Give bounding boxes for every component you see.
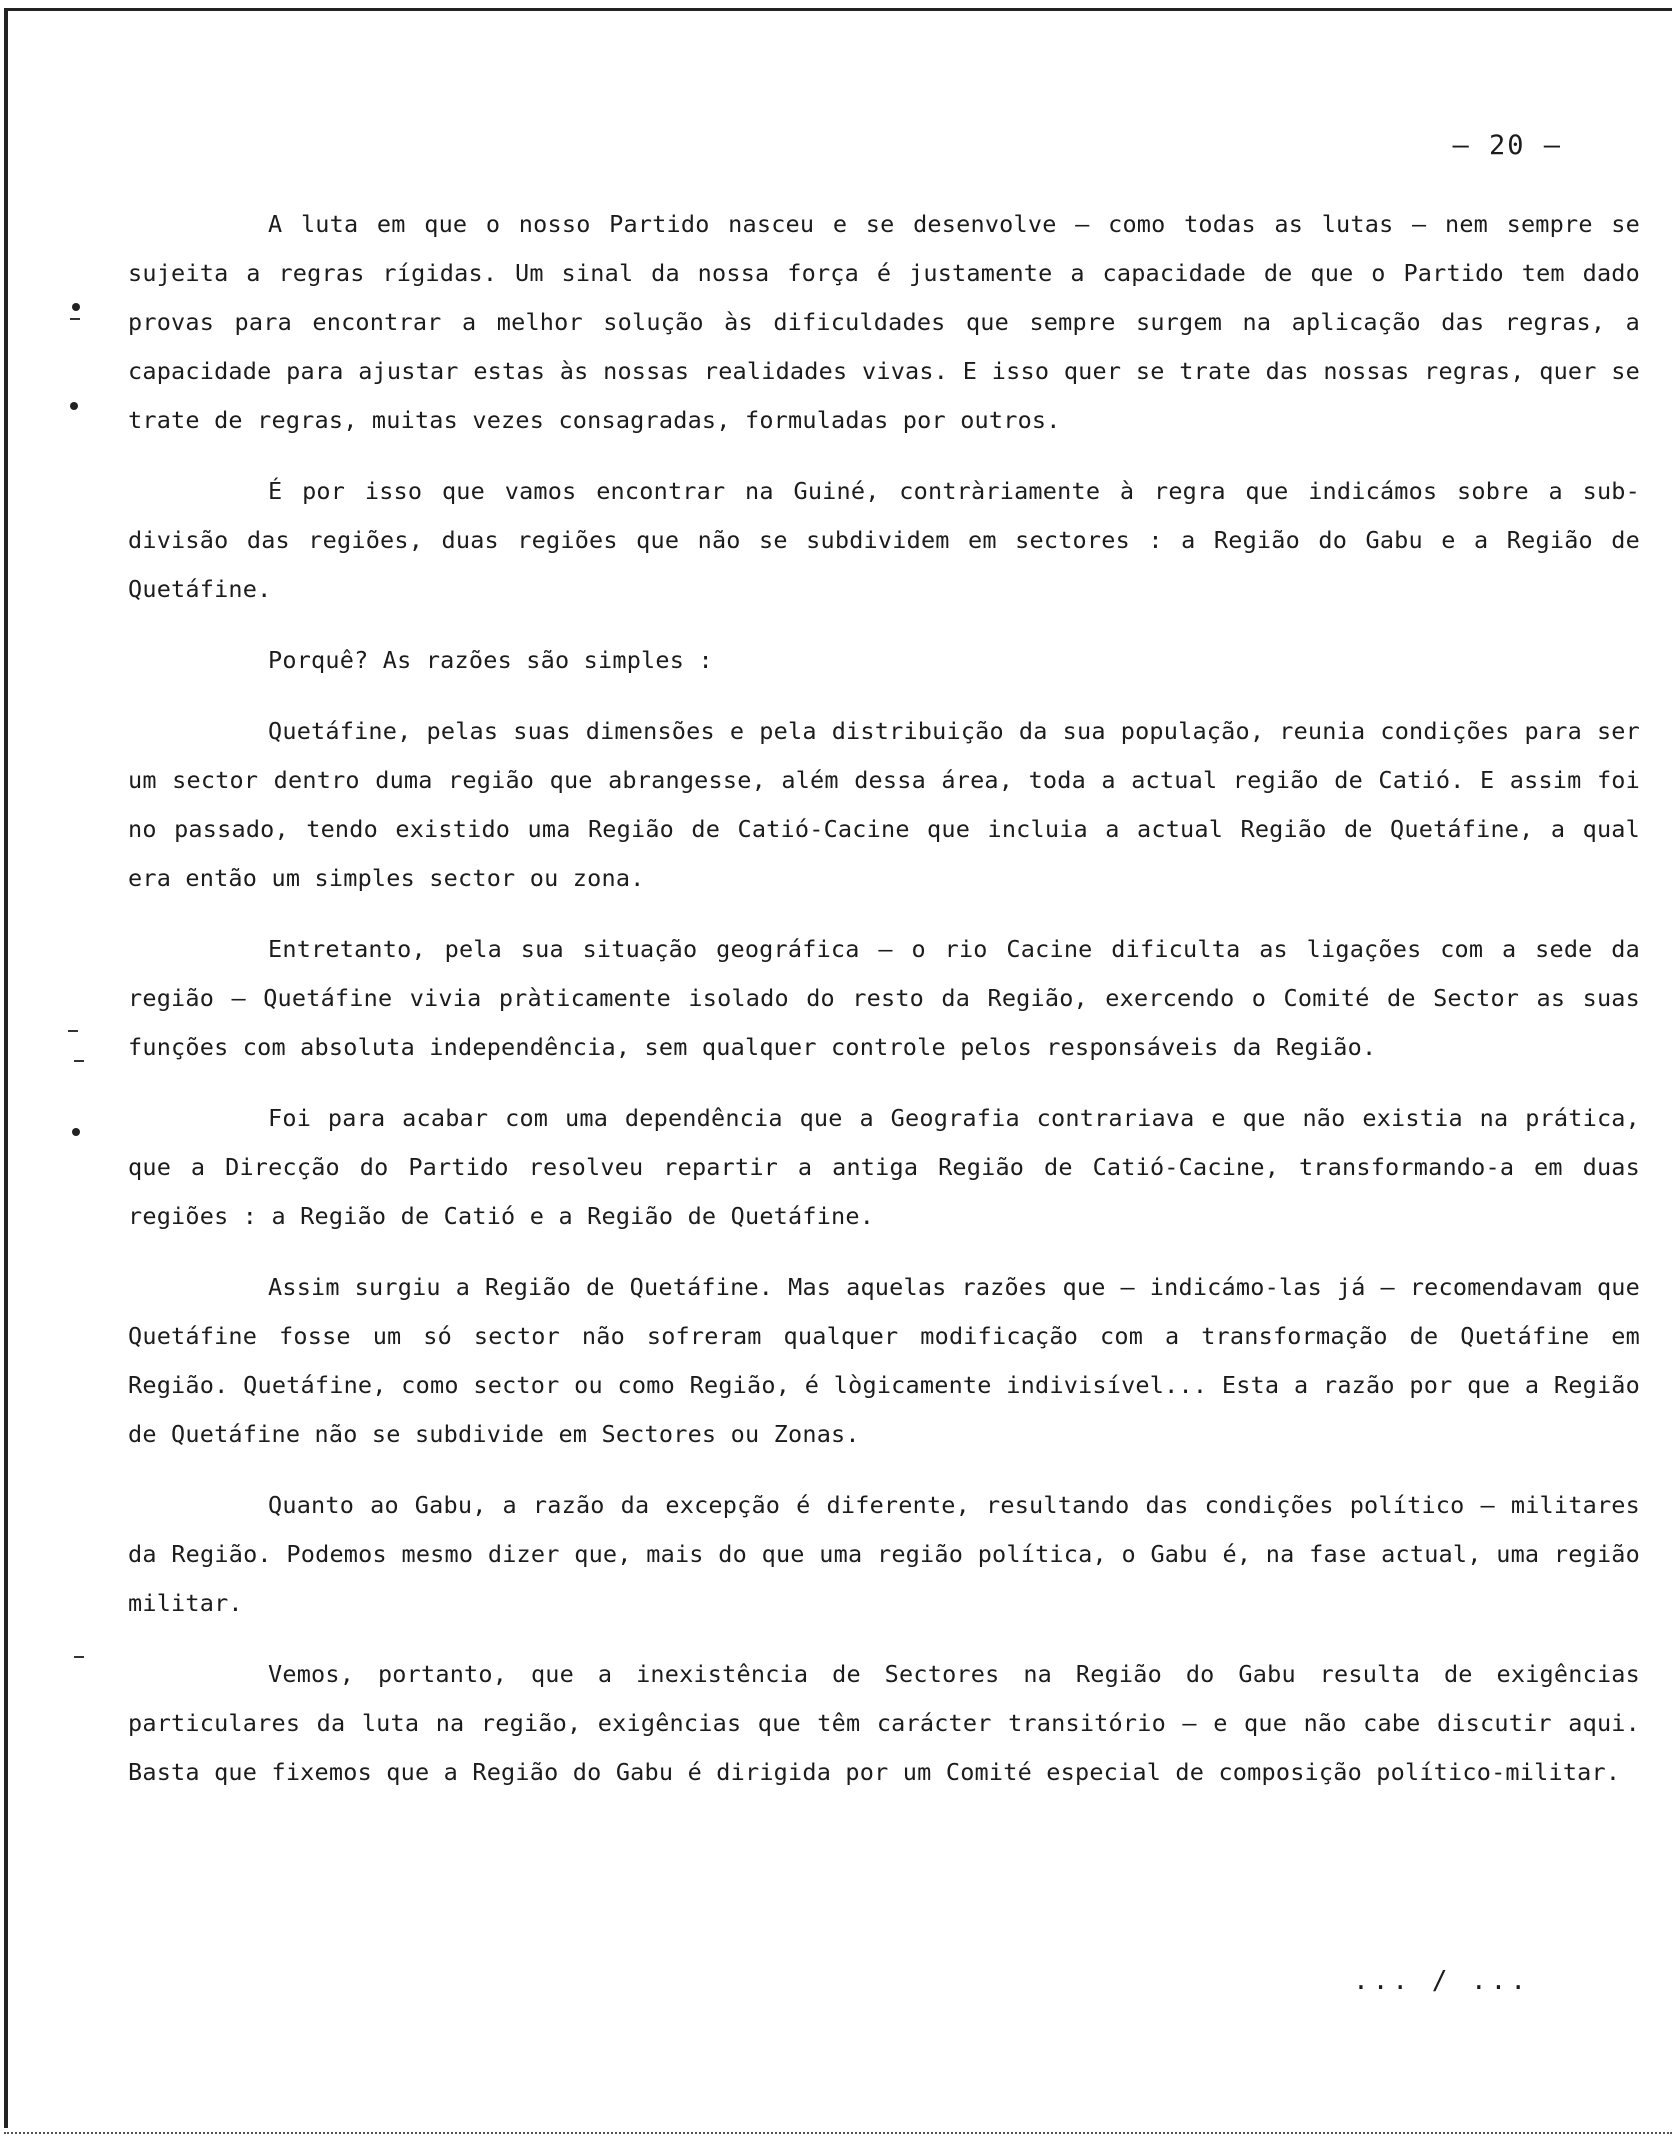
paragraph: Quetáfine, pelas suas dimensões e pela distribuição da sua população, reunia condições para ser um sector dentro duma região que abrangesse, além dessa área, toda a actual região de Catió. E assim foi no passado, tendo existido uma Região de Catió-Cacine que incluia a actual Região de Quetáfine, a qual era então um simples sector ou zona. bbox=[128, 717, 1640, 892]
margin-mark bbox=[70, 402, 78, 410]
page-number: – 20 – bbox=[1452, 130, 1562, 161]
margin-mark bbox=[72, 303, 80, 311]
page-border-bottom bbox=[4, 2132, 1672, 2134]
margin-mark bbox=[74, 1656, 84, 1658]
margin-mark bbox=[74, 1060, 84, 1062]
paragraph: Quanto ao Gabu, a razão da excepção é diferente, resultando das condições político – militares da Região. Podemos mesmo dizer que, mais do que uma região política, o Gabu é, na fase actual, uma região militar. bbox=[128, 1491, 1640, 1617]
page-border-top bbox=[4, 8, 1672, 11]
body-text bbox=[128, 200, 1640, 1819]
paragraph: Entretanto, pela sua situação geográfica – o rio Cacine dificulta as ligações com a sede da região – Quetáfine vivia pràticamente isolado do resto da Região, exercendo o Comité de Sector as suas funções com absoluta independência, sem qualquer controle pelos responsáveis da Região. bbox=[128, 935, 1640, 1061]
continuation-mark: ... / ... bbox=[1353, 1966, 1530, 1996]
margin-mark bbox=[72, 1128, 80, 1136]
margin-mark bbox=[68, 1030, 78, 1032]
paragraph: Foi para acabar com uma dependência que a Geografia contrariava e que não existia na prática, que a Direcção do Partido resolveu repartir a antiga Região de Catió-Cacine, transformando-a em duas regiões : a Região de Catió e a Região de Quetáfine. bbox=[128, 1104, 1640, 1230]
paragraph: Vemos, portanto, que a inexistência de Sectores na Região do Gabu resulta de exigências particulares da luta na região, exigências que têm carácter transitório – e que não cabe discutir aqui. Basta que fixemos que a Região do Gabu é dirigida por um Comité especial de composição político-militar. bbox=[128, 1660, 1640, 1786]
paragraph: É por isso que vamos encontrar na Guiné, contràriamente à regra que indicámos sobre a sub-divisão das regiões, duas regiões que não se subdividem em sectores : a Região do Gabu e a Região de Quetáfine. bbox=[128, 477, 1640, 603]
margin-mark bbox=[70, 318, 80, 320]
page-border-left bbox=[4, 8, 8, 2128]
paragraph: Assim surgiu a Região de Quetáfine. Mas aquelas razões que – indicámo-las já – recomendavam que Quetáfine fosse um só sector não sofreram qualquer modificação com a transformação de Quetáfine em Região. Quetáfine, como sector ou como Região, é lògicamente indivisível... Esta a razão por que a Região de Quetáfine não se subdivide em Sectores ou Zonas. bbox=[128, 1273, 1640, 1448]
paragraph: A luta em que o nosso Partido nasceu e se desenvolve – como todas as lutas – nem sempre se sujeita a regras rígidas. Um sinal da nossa força é justamente a capacidade de que o Partido tem dado provas para encontrar a melhor solução às dificuldades que sempre surgem na aplicação das regras, a capacidade para ajustar estas às nossas realidades vivas. E isso quer se trate das nossas regras, quer se trate de regras, muitas vezes consagradas, formuladas por outros. bbox=[128, 210, 1640, 434]
paragraph: Porquê? As razões são simples : bbox=[268, 646, 713, 674]
